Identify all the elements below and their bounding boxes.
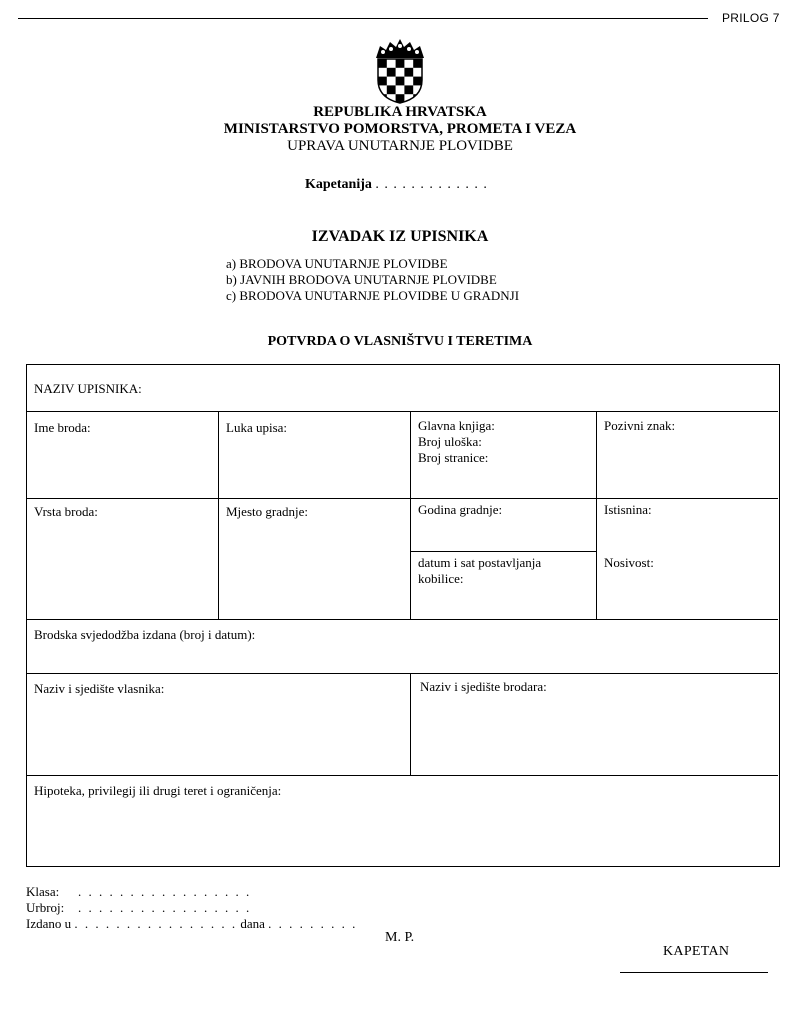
appendix-label: PRILOG 7 bbox=[722, 11, 780, 25]
encumbrances-field[interactable]: Hipoteka, privilegij ili drugi teret i ograničenja: bbox=[34, 783, 282, 798]
build-place-field[interactable]: Mjesto gradnje: bbox=[226, 504, 308, 519]
option-b: b) JAVNIH BRODOVA UNUTARNJE PLOVIDBE bbox=[226, 272, 497, 287]
call-sign-field[interactable]: Pozivni znak: bbox=[604, 418, 676, 433]
kapetanija-label: Kapetanija bbox=[305, 177, 372, 192]
urbroj-field[interactable] bbox=[26, 900, 357, 916]
issued-dots: . . . . . . . . . . . . . . . . bbox=[74, 916, 238, 931]
form-divider bbox=[596, 411, 597, 619]
urbroj-dots: . . . . . . . . . . . . . . . . . bbox=[78, 900, 252, 915]
date-dots: . . . . . . . . . bbox=[268, 916, 358, 931]
klasa-label: Klasa: bbox=[26, 884, 60, 899]
signature-label: KAPETAN bbox=[663, 944, 730, 959]
form-divider bbox=[27, 498, 778, 499]
main-book-field[interactable] bbox=[418, 418, 495, 466]
registry-name-field[interactable]: NAZIV UPISNIKA: bbox=[34, 381, 142, 396]
registry-form bbox=[26, 364, 780, 867]
register-options bbox=[226, 256, 519, 304]
deadweight-field[interactable]: Nosivost: bbox=[604, 555, 654, 570]
build-year-field[interactable]: Godina gradnje: bbox=[418, 502, 503, 517]
option-a: a) BRODOVA UNUTARNJE PLOVIDBE bbox=[226, 256, 448, 271]
form-divider bbox=[218, 411, 219, 619]
ship-type-field[interactable]: Vrsta broda: bbox=[34, 504, 98, 519]
issued-label: Izdano u bbox=[26, 916, 72, 931]
klasa-dots: . . . . . . . . . . . . . . . . . bbox=[78, 884, 252, 899]
page-number-label: Broj stranice: bbox=[418, 450, 489, 465]
owner-field[interactable]: Naziv i sjedište vlasnika: bbox=[34, 681, 165, 696]
keel-laying-field[interactable] bbox=[418, 555, 541, 587]
issued-field[interactable] bbox=[26, 916, 357, 932]
top-rule bbox=[18, 18, 708, 19]
port-of-registry-field[interactable]: Luka upisa: bbox=[226, 420, 288, 435]
main-book-label: Glavna knjiga: bbox=[418, 418, 495, 433]
coat-of-arms-icon bbox=[372, 36, 428, 104]
form-divider bbox=[27, 673, 778, 674]
ship-name-field[interactable]: Ime broda: bbox=[34, 420, 91, 435]
urbroj-label: Urbroj: bbox=[26, 900, 65, 915]
option-c: c) BRODOVA UNUTARNJE PLOVIDBE U GRADNJI bbox=[226, 288, 520, 303]
document-subtitle: POTVRDA O VLASNIŠTVU I TERETIMA bbox=[267, 334, 533, 349]
stamp-label: M. P. bbox=[385, 930, 415, 945]
header-ministry: MINISTARSTVO POMORSTVA, PROMETA I VEZA bbox=[223, 121, 577, 137]
form-divider bbox=[410, 673, 411, 775]
date-label: dana bbox=[240, 916, 265, 931]
klasa-field[interactable] bbox=[26, 884, 357, 900]
kapetanija-field[interactable] bbox=[305, 177, 488, 193]
form-divider bbox=[27, 775, 778, 776]
header-republic: REPUBLIKA HRVATSKA bbox=[313, 104, 487, 120]
keel-laying-label-1: datum i sat postavljanja bbox=[418, 555, 542, 570]
signature-line[interactable] bbox=[620, 972, 768, 973]
form-divider bbox=[410, 411, 411, 619]
form-divider bbox=[27, 619, 778, 620]
document-title: IZVADAK IZ UPISNIKA bbox=[311, 228, 489, 245]
form-divider bbox=[410, 551, 596, 552]
displacement-field[interactable]: Istisnina: bbox=[604, 502, 652, 517]
keel-laying-label-2: kobilice: bbox=[418, 571, 464, 586]
form-divider bbox=[27, 411, 778, 412]
entry-number-label: Broj uloška: bbox=[418, 434, 482, 449]
operator-field[interactable]: Naziv i sjedište brodara: bbox=[420, 679, 547, 694]
header-administration: UPRAVA UNUTARNJE PLOVIDBE bbox=[287, 138, 513, 154]
kapetanija-dots: . . . . . . . . . . . . . bbox=[375, 177, 488, 192]
footer-fields bbox=[26, 884, 357, 932]
ship-certificate-field[interactable]: Brodska svjedodžba izdana (broj i datum): bbox=[34, 627, 256, 642]
